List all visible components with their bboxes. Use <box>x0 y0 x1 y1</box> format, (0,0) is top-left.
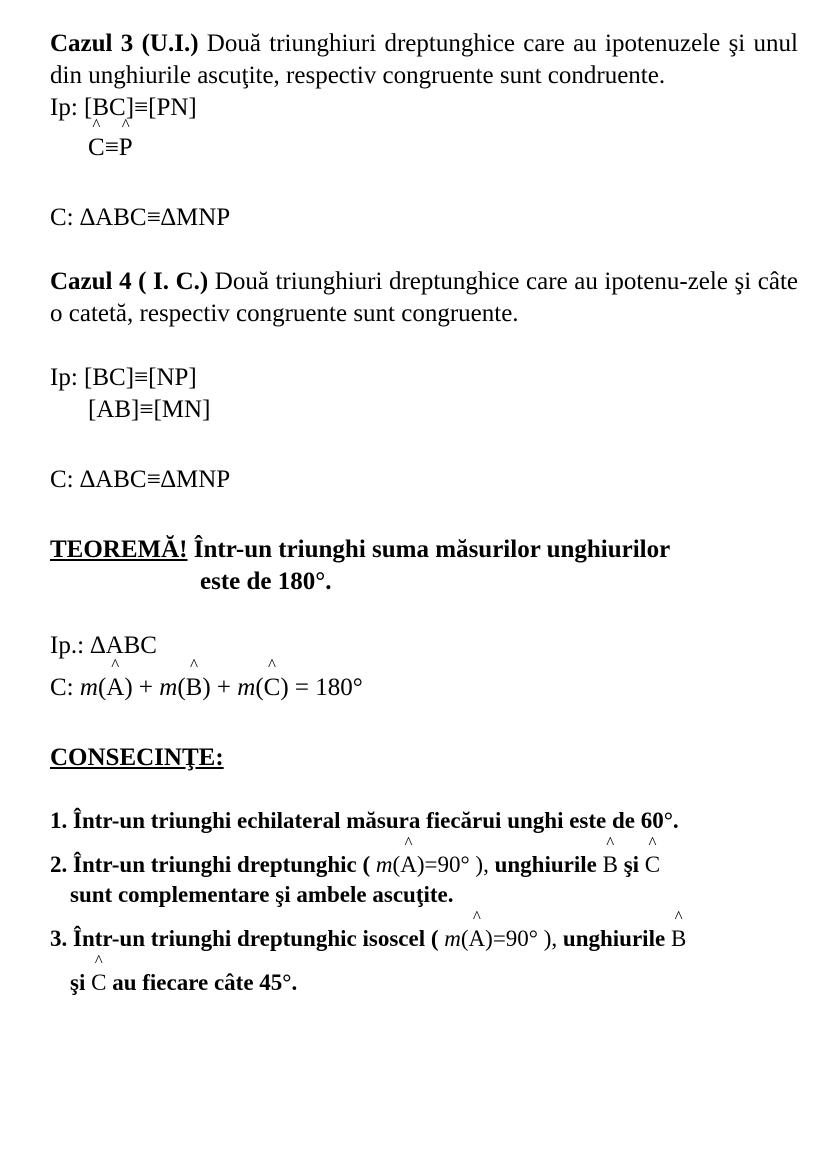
case3-hyp-label: Ip: <box>50 94 85 121</box>
angle-c: ^ C <box>264 672 281 704</box>
angle-b: ^ B <box>671 924 686 954</box>
m-symbol: m <box>375 852 393 877</box>
m-symbol: m <box>79 674 98 701</box>
angle-b: ^ B <box>603 850 618 880</box>
paren-open: ( <box>255 674 264 701</box>
consequence-3 <box>50 924 798 954</box>
theorem-hypothesis: Ip.: ∆ABC <box>50 632 157 659</box>
case4-conclusion: C: ∆ABC≡∆MNP <box>50 466 231 493</box>
equals-90: )=90° ), <box>485 926 563 951</box>
case4-hypothesis-1 <box>50 362 798 394</box>
theorem-text-2: este de 180°. <box>200 568 332 595</box>
case3-text: Două triunghiuri dreptunghice care au ipotenuzele şi unul din unghiurile ascuţite, respectiv congruente sunt condruente. <box>50 30 798 89</box>
angle-c: ^ C <box>88 132 105 164</box>
plus-sign: ) + <box>202 674 238 701</box>
case3-hypothesis-2 <box>50 132 798 164</box>
case4-hyp-label: Ip: <box>50 364 85 391</box>
equals-90: )=90° ), <box>416 852 495 877</box>
angle-a: ^ A <box>106 672 124 704</box>
angle-a: ^ A <box>400 850 417 880</box>
case4-statement <box>50 266 798 330</box>
angle-c: ^ C <box>91 968 106 998</box>
congruent-sign: ≡ <box>104 134 119 161</box>
plus-sign: ) + <box>124 674 160 701</box>
case3-title: Cazul 3 (U.I.) <box>50 30 199 57</box>
consequence-2 <box>50 850 798 880</box>
case4-title: Cazul 4 ( I. C.) <box>50 268 209 295</box>
conjunction-si: şi <box>70 970 92 995</box>
case3-hypothesis-1 <box>50 92 798 124</box>
case4-text: Două triunghiuri dreptunghice care au ipotenu-zele şi câte o catetă, respectiv congruente sunt congruente. <box>50 268 798 327</box>
consequence-3-text-a: 3. Într-un triunghi dreptunghic isoscel ( <box>50 926 445 951</box>
m-symbol: m <box>237 674 256 701</box>
m-symbol: m <box>159 674 178 701</box>
angle-p: ^ P <box>119 132 133 164</box>
consequence-1: 1. Într-un triunghi echilateral măsura fiecărui unghi este de 60°. <box>50 808 679 833</box>
conjunction-si: şi <box>617 852 645 877</box>
case3-conclusion: C: ∆ABC≡∆MNP <box>50 204 231 231</box>
angle-a: ^ A <box>469 924 486 954</box>
theorem-conclusion <box>50 672 798 704</box>
consequence-3-text-c: au fiecare câte 45°. <box>106 970 298 995</box>
paren-open: ( <box>97 674 107 701</box>
theorem-concl-label: C: <box>50 674 80 701</box>
consequences-title: CONSECINŢE: <box>50 744 224 771</box>
paren-open: ( <box>392 852 401 877</box>
case3-hyp-1-text: [BC]≡[PN] <box>84 94 197 121</box>
equals-180: ) = 180° <box>280 674 363 701</box>
consequence-2-text-a: 2. Într-un triunghi dreptunghic ( <box>50 852 376 877</box>
case3-statement <box>50 28 798 92</box>
case4-hypothesis-2: [AB]≡[MN] <box>88 396 211 423</box>
m-symbol: m <box>444 926 461 951</box>
document-page <box>50 28 798 998</box>
theorem-statement <box>50 534 798 566</box>
consequence-3-continued <box>50 968 798 998</box>
paren-open: ( <box>460 926 469 951</box>
theorem-text-1: Într-un triunghi suma măsurilor unghiurilor <box>187 536 671 563</box>
case4-hyp-1-text: [BC]≡[NP] <box>84 364 197 391</box>
consequence-2-continued: sunt complementare şi ambele ascuţite. <box>70 882 454 907</box>
consequence-3-text-b: unghiurile <box>562 926 671 951</box>
paren-open: ( <box>177 674 186 701</box>
consequence-2-text-b: unghiurile <box>494 852 603 877</box>
angle-c: ^ C <box>645 850 660 880</box>
angle-b: ^ B <box>186 672 203 704</box>
theorem-label: TEOREMĂ! <box>50 536 188 563</box>
